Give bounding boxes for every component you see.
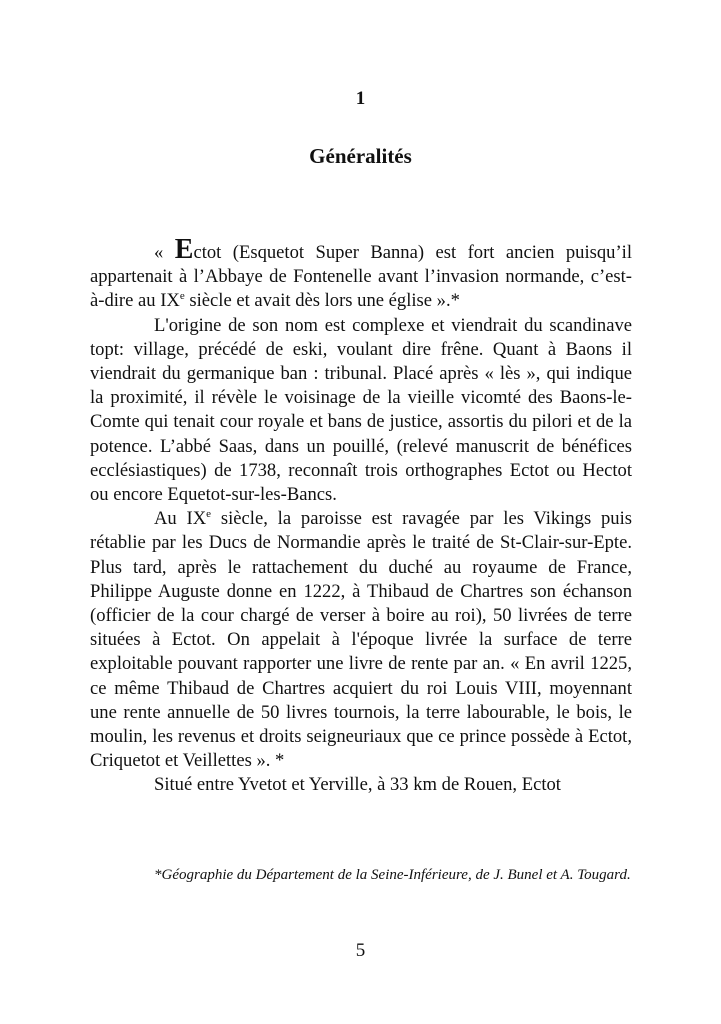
paragraph-1 [90,234,632,314]
footnote: *Géographie du Département de la Seine-Inférieure, de J. Bunel et A. Tougard. [154,867,631,883]
paragraph-1-part2: siècle et avait dès lors une église ».* [184,290,460,312]
chapter-title: Généralités [309,144,412,168]
superscript: e [206,508,212,521]
paragraph-2: L'origine de son nom est complexe et viendrait du scandinave topt: village, précédé de eski, voulant dire frêne. Quant à Baons il viendrait du germanique ban : tribunal. Placé après « lès », qui indique la proximité, il révèle le voisinage de la vieille vicomté des Baons-le-Comte qui tenait cour royale et bans de justice, assortis du pilori et de la potence. L’abbé Saas, dans un pouillé, (relevé manuscrit de bénéfices ecclésiastiques) de 1738, reconnaît trois orthographes Ectot ou Hectot ou encore Equetot-sur-les-Bancs. [90,314,632,506]
paragraph-3 [90,507,632,773]
paragraph-1-part1: ctot (Esquetot Super Banna) est fort ancien puisqu’il appartenait à l’Abbaye de Fontenelle avant l’invasion normande, c’est-à-dire au IX [90,242,632,312]
paragraph-3-part1: Au IX [154,508,207,530]
chapter-number: 1 [355,88,366,109]
page-number: 5 [355,940,366,961]
paragraph-3-part2: siècle, la paroisse est ravagée par les Vikings puis rétablie par les Ducs de Normandie après le traité de St-Clair-sur-Epte. Plus tard, après le rattachement du duché au royaume de France, Philippe Auguste donne en 1222, à Thibaud de Chartres son échanson (officier de la cour chargé de verser à boire au roi), 50 livrées de terre situées à Ectot. On appelait à l'époque livrée la surface de terre exploitable pouvant rapporter une livre de rente par an. « En avril 1225, ce même Thibaud de Chartres acquiert du roi Louis VIII, moyennant une rente annuelle de 50 livres tournois, la terre labourable, le bois, le moulin, les revenus et droits seigneuriaux que ce prince possède à Ectot, Criquetot et Veillettes ». * [90,508,633,772]
superscript: e [179,290,185,303]
paragraph-4: Situé entre Yvetot et Yerville, à 33 km de Rouen, Ectot [154,774,561,796]
quote-open: « [154,242,175,263]
body-text [90,234,633,798]
drop-cap: E [174,234,194,265]
